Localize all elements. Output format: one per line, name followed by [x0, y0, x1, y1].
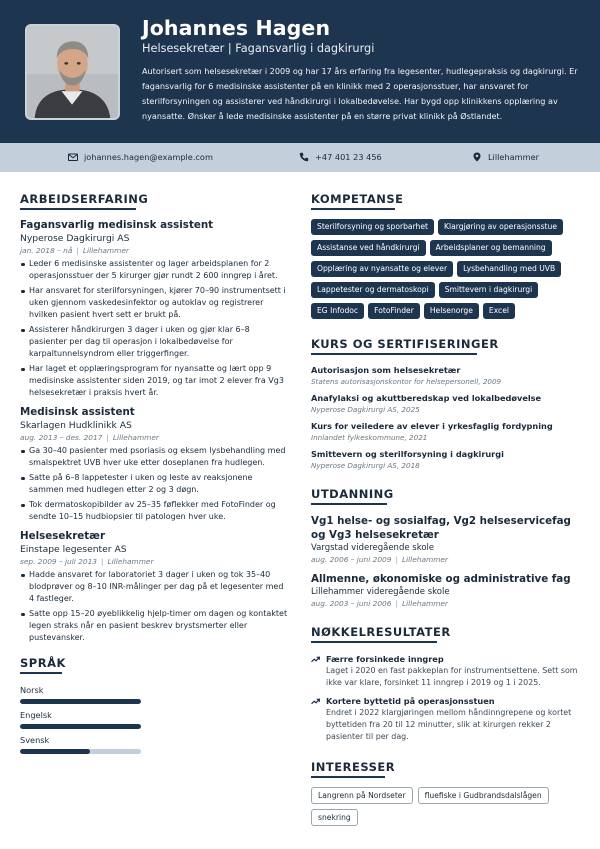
experience-list: [20, 218, 288, 650]
contact-bar: [0, 143, 600, 172]
education-location: Lillehammer: [401, 599, 448, 608]
skill-tag: Excel: [483, 303, 515, 319]
language-level-bar: [20, 699, 141, 704]
job-entry: [20, 218, 288, 399]
email-text: johannes.hagen@example.com: [84, 152, 213, 162]
job-bullet: Tok dermatoskopibilder av 25–35 føflekker med FotoFinder og sendte 10–15 hudbiopsier til patologen hver uke.: [20, 499, 288, 523]
candidate-name: Johannes Hagen: [142, 16, 331, 40]
achievement-description: Endret i 2022 klargjøringen mellom håndinngrepene og kortet byttetiden fra 20 til 12 minutter, slik at kirurgen rekker 2 pasienter til per dag.: [326, 708, 572, 741]
course-item: [311, 364, 586, 387]
phone-text: +47 401 23 456: [315, 152, 382, 162]
candidate-title: Helsesekretær | Fagansvarlig i dagkirurgi: [142, 42, 375, 55]
job-bullet: Satte på 6–8 lappetester i uken og leste av reaksjonene sammen med hudlegen etter 2 og 3 døgn.: [20, 472, 288, 496]
course-item: [311, 448, 586, 471]
skill-tag: Opplæring av nyansatte og elever: [311, 261, 453, 277]
languages-rule: [20, 672, 62, 674]
phone-icon: [299, 152, 309, 162]
job-bullets: [20, 569, 288, 644]
language-item: [20, 685, 141, 704]
education-degree: Allmenne, økonomiske og administrative fag: [311, 573, 571, 585]
skill-tag: Sterilforsyning og sporbarhet: [311, 219, 434, 235]
achievements-heading: NØKKELRESULTATER: [311, 625, 451, 639]
education-school: Vargstad videregående skole: [311, 543, 435, 553]
course-title: Kurs for veiledere av elever i yrkesfaglig fordypning: [311, 421, 553, 431]
job-title: Helsesekretær: [20, 530, 106, 542]
achievement-item: [311, 695, 586, 743]
job-meta: jan. 2018 – nå | Lillehammer: [20, 246, 129, 255]
education-item: [311, 514, 586, 565]
achievement-description: Laget i 2020 en fast pakkeplan for instrumentsettene. Sett som ikke var klare, forsinket 11 inngrep i 2019 og 1 i 2025.: [326, 666, 578, 687]
map-pin-icon: [472, 152, 482, 162]
job-bullet: Hadde ansvaret for laboratoriet 3 dager i uken og tok 35–40 blodprøver og 8–10 INR-målinger per dag på et legesenter med 4 fastleger.: [20, 569, 288, 605]
trend-up-icon: [311, 697, 320, 706]
envelope-icon: [68, 152, 78, 162]
education-location: Lillehammer: [401, 555, 448, 564]
education-meta: aug. 2006 – juni 2009 | Lillehammer: [311, 555, 448, 564]
education-dates: aug. 2003 – juni 2006: [311, 599, 392, 608]
job-company: Nyperose Dagkirurgi AS: [20, 233, 130, 244]
education-degree: Vg1 helse- og sosialfag, Vg2 helseservicefag og Vg3 helsesekretær: [311, 515, 571, 541]
interests-list: [311, 787, 586, 826]
contact-email[interactable]: [68, 152, 213, 162]
location-text: Lillehammer: [488, 152, 539, 162]
skill-tag: Smittevern i dagkirurgi: [439, 282, 539, 298]
language-name: Norsk: [20, 685, 44, 695]
courses-heading: KURS OG SERTIFISERINGER: [311, 337, 499, 351]
interest-tag: Langrenn på Nordseter: [311, 787, 413, 804]
job-company: Skarlagen Hudklinikk AS: [20, 420, 132, 431]
job-bullet: Satte opp 15–20 øyeblikkelig hjelp-timer om dagen og kontaktet legen straks når en pasient beskrev brystsmerter eller pustevansker.: [20, 608, 288, 644]
job-entry: [20, 529, 288, 644]
education-item: [311, 572, 586, 609]
languages-heading: SPRÅK: [20, 656, 66, 670]
job-meta: aug. 2013 – des. 2017 | Lillehammer: [20, 433, 159, 442]
skill-tag: Klargjøring av operasjonsstue: [438, 219, 563, 235]
contact-location: [472, 152, 539, 162]
interest-tag: snekring: [311, 809, 358, 826]
education-heading: UTDANNING: [311, 487, 394, 501]
achievement-head: [311, 695, 586, 707]
achievement-head: [311, 653, 586, 665]
profile-photo-illustration: [27, 26, 118, 118]
course-title: Smittevern og sterilforsyning i dagkirurgi: [311, 449, 504, 459]
profile-summary: Autorisert som helsesekretær i 2009 og har 17 års erfaring fra legesenter, hudlegepraksis og dagkirurgi. Er fagansvarlig for 6 medisinske assistenter på en klinikk med 2 operasjonsstuer, har ansvaret for sterilforsyningen og assisterer ved håndkirurgi i lokalbedøvelse. Har bygd opp klinikkens opplæring av nyansatte. Ønsker å lede medisinske assistenter på en større privat klinikk på Østlandet.: [142, 66, 578, 121]
experience-rule: [20, 208, 136, 210]
language-level-fill: [20, 724, 141, 729]
course-issuer: Nyperose Dagkirurgi AS, 2025: [311, 405, 420, 414]
courses-rule: [311, 353, 477, 355]
job-dates: jan. 2018 – nå: [20, 246, 73, 255]
job-location: Lillehammer: [82, 246, 129, 255]
job-title: Medisinsk assistent: [20, 406, 135, 418]
language-level-bar: [20, 724, 141, 729]
job-bullet: Har ansvaret for sterilforsyningen, kjører 70–90 instrumentsett i uken gjennom vaskedesinfektor og autoklav og registrerer hvilken pasient hvert sett er brukt på.: [20, 285, 288, 321]
achievement-title: Færre forsinkede inngrep: [326, 654, 444, 664]
course-title: Anafylaksi og akuttberedskap ved lokalbedøvelse: [311, 393, 542, 403]
skills-list: [311, 219, 586, 319]
skill-tag: Helsenorge: [424, 303, 479, 319]
contact-phone[interactable]: [299, 152, 382, 162]
course-issuer: Nyperose Dagkirurgi AS, 2018: [311, 461, 420, 470]
job-dates: sep. 2009 – juli 2013: [20, 557, 97, 566]
job-title: Fagansvarlig medisinsk assistent: [20, 219, 214, 231]
course-title: Autorisasjon som helsesekretær: [311, 365, 461, 375]
trend-up-icon: [311, 655, 320, 664]
job-meta: sep. 2009 – juli 2013 | Lillehammer: [20, 557, 154, 566]
course-item: [311, 392, 586, 415]
header: [0, 0, 600, 143]
course-issuer: Statens autorisasjonskontor for helsepersonell, 2009: [311, 377, 502, 386]
job-bullet: Leder 6 medisinske assistenter og lager arbeidsplanen for 2 operasjonsstuer der 5 kirurger gjør rundt 2 600 inngrep i året.: [20, 258, 288, 282]
achievement-item: [311, 653, 586, 689]
interest-tag: fluefiske i Gudbrandsdalslågen: [418, 787, 549, 804]
skills-heading: KOMPETANSE: [311, 192, 404, 206]
skills-rule: [311, 208, 395, 210]
achievement-title: Kortere byttetid på operasjonsstuen: [326, 696, 495, 706]
job-bullets: [20, 445, 288, 523]
skill-tag: Lysbehandling med UVB: [457, 261, 561, 277]
language-level-bar: [20, 749, 141, 754]
skill-tag: Lappetester og dermatoskopi: [311, 282, 435, 298]
skill-tag: Assistanse ved håndkirurgi: [311, 240, 426, 256]
language-item: [20, 710, 141, 729]
profile-photo: [25, 24, 120, 120]
job-bullets: [20, 258, 288, 399]
achievements-rule: [311, 641, 437, 643]
job-bullet: Har laget et opplæringsprogram for nyansatte og lært opp 9 medisinske assistenter siden 2019, og tar imot 2 elever fra Vg3 helsesekretær i praksis hvert år.: [20, 363, 288, 399]
job-location: Lillehammer: [107, 557, 154, 566]
job-entry: [20, 405, 288, 523]
interests-rule: [311, 776, 385, 778]
language-level-fill: [20, 699, 141, 704]
education-rule: [311, 503, 387, 505]
education-meta: aug. 2003 – juni 2006 | Lillehammer: [311, 599, 448, 608]
skill-tag: Arbeidsplaner og bemanning: [430, 240, 552, 256]
skill-tag: EG Infodoc: [311, 303, 364, 319]
language-level-fill: [20, 749, 90, 754]
language-name: Svensk: [20, 735, 50, 745]
job-location: Lillehammer: [112, 433, 159, 442]
job-bullet: Ga 30–40 pasienter med psoriasis og eksem lysbehandling med smalspektret UVB hver uke etter doseplanen fra hudlegen.: [20, 445, 288, 469]
job-dates: aug. 2013 – des. 2017: [20, 433, 103, 442]
language-item: [20, 735, 141, 754]
experience-heading: ARBEIDSERFARING: [20, 192, 149, 206]
skill-tag: FotoFinder: [368, 303, 420, 319]
language-name: Engelsk: [20, 710, 52, 720]
education-dates: aug. 2006 – juni 2009: [311, 555, 392, 564]
job-company: Einstape legesenter AS: [20, 544, 127, 555]
course-issuer: Innlandet fylkeskommune, 2021: [311, 433, 428, 442]
job-bullet: Assisterer håndkirurgen 3 dager i uken og gjør klar 6–8 pasienter per dag til operasjon i lokalbedøvelse for karpaltunnelsyndrom eller triggerfinger.: [20, 324, 288, 360]
course-item: [311, 420, 586, 443]
education-school: Lillehammer videregående skole: [311, 587, 450, 597]
interests-heading: INTERESSER: [311, 760, 396, 774]
